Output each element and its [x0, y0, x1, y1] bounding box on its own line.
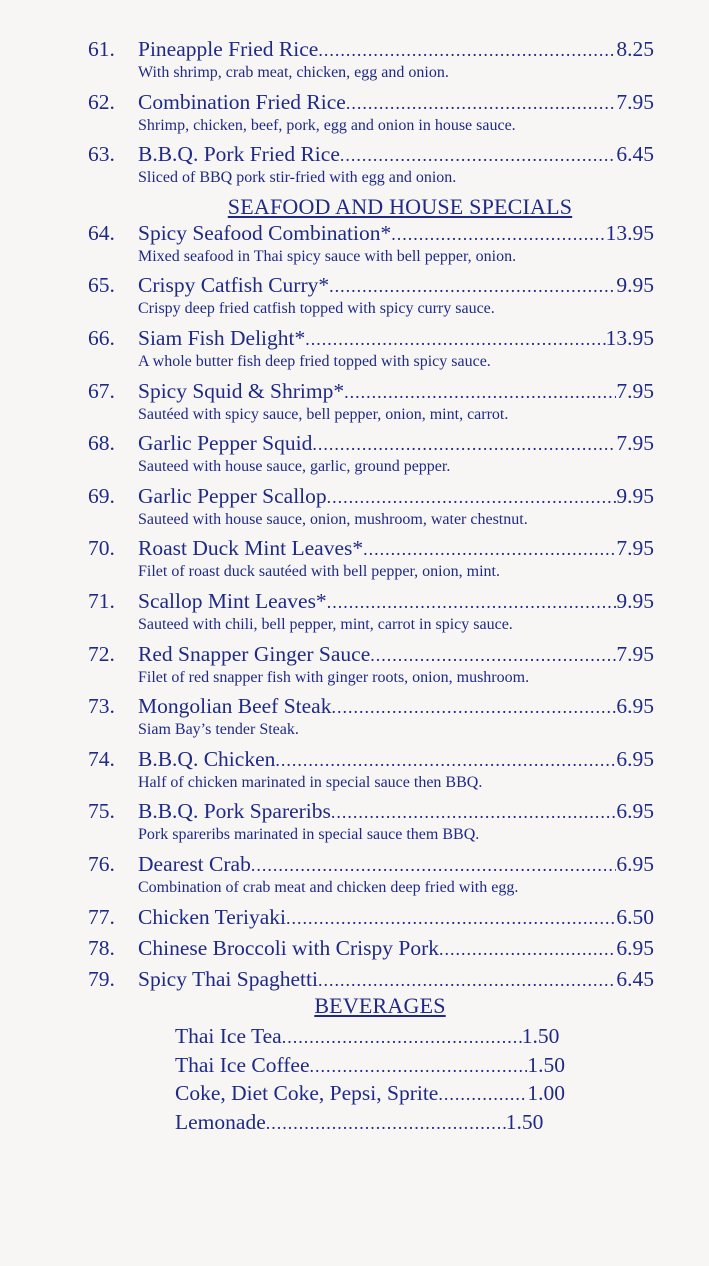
item-name: Chicken Teriyaki: [138, 904, 286, 929]
menu-item: [88, 746, 654, 799]
beverage-list: [175, 1023, 565, 1137]
leader-dots: [312, 431, 616, 457]
item-number: 69.: [88, 483, 115, 508]
item-description: Sauteed with house sauce, onion, mushroom, water chestnut.: [138, 510, 528, 528]
leader-dots: [331, 799, 616, 825]
beverage-item: [175, 1109, 565, 1138]
menu-item: [88, 430, 654, 483]
item-price: 6.95: [616, 935, 654, 960]
item-name: Red Snapper Ginger Sauce: [138, 641, 371, 666]
item-number: 64.: [88, 220, 115, 245]
item-number: 79.: [88, 966, 115, 991]
leader-dots: [329, 273, 616, 299]
item-price: 13.95: [605, 220, 654, 245]
item-name: Garlic Pepper Scallop: [138, 483, 327, 508]
item-number: 73.: [88, 694, 115, 719]
item-name: Spicy Seafood Combination*: [138, 220, 392, 245]
item-price: 13.95: [605, 325, 654, 350]
item-description: With shrimp, crab meat, chicken, egg and onion.: [138, 64, 449, 81]
menu-item: [88, 141, 654, 194]
item-number: 68.: [88, 431, 115, 456]
leader-dots: [318, 37, 616, 63]
item-description: Combination of crab meat and chicken deep fried with egg.: [138, 878, 519, 896]
leader-dots: [391, 221, 605, 247]
leader-dots: [251, 852, 617, 878]
menu-item: [88, 89, 654, 142]
leader-dots: [340, 142, 617, 168]
leader-dots: [286, 905, 616, 931]
menu-item: [88, 535, 654, 588]
leader-dots: [346, 90, 617, 116]
leader-dots: [327, 589, 617, 615]
item-number: 76.: [88, 851, 115, 876]
item-name: Scallop Mint Leaves*: [138, 588, 327, 613]
leader-dots: [331, 694, 616, 720]
item-name: Siam Fish Delight*: [138, 325, 306, 350]
beverage-price: 1.50: [527, 1052, 565, 1077]
item-name: B.B.Q. Pork Fried Rice: [138, 142, 340, 167]
beverage-name: Coke, Diet Coke, Pepsi, Sprite: [175, 1081, 439, 1105]
leader-dots: [282, 1024, 522, 1051]
leader-dots: [370, 642, 616, 668]
item-name: Crispy Catfish Curry*: [138, 273, 330, 298]
item-description: Sauteed with chili, bell pepper, mint, carrot in spicy sauce.: [138, 615, 513, 633]
item-description: Sautéed with spicy sauce, bell pepper, onion, mint, carrot.: [138, 405, 509, 423]
item-price: 7.95: [616, 431, 654, 456]
item-number: 61.: [88, 37, 115, 61]
item-description: Sliced of BBQ pork stir-fried with egg and onion.: [138, 169, 457, 187]
menu-item: [88, 798, 654, 851]
menu-item: [88, 641, 654, 694]
item-price: 7.95: [616, 89, 654, 114]
item-number: 70.: [88, 536, 115, 561]
leader-dots: [327, 484, 617, 510]
item-number: 75.: [88, 799, 115, 824]
item-description: Siam Bay’s tender Steak.: [138, 721, 299, 739]
menu-item: [88, 966, 654, 997]
item-name: B.B.Q. Chicken: [138, 746, 276, 771]
item-description: Filet of roast duck sautéed with bell pepper, onion, mint.: [138, 563, 500, 581]
item-number: 63.: [88, 142, 115, 167]
item-number: 66.: [88, 325, 115, 350]
beverage-price: 1.00: [527, 1081, 565, 1105]
beverage-item: [175, 1080, 565, 1109]
beverage-name: Thai Ice Tea: [175, 1024, 282, 1048]
item-number: 71.: [88, 588, 115, 613]
item-number: 77.: [88, 904, 115, 929]
item-name: Garlic Pepper Squid: [138, 431, 313, 456]
section-title-beverages: BEVERAGES: [314, 993, 446, 1018]
menu-item: [88, 483, 654, 536]
item-price: 7.95: [616, 641, 654, 666]
item-description: Crispy deep fried catfish topped with spicy curry sauce.: [138, 300, 495, 318]
item-number: 62.: [88, 89, 115, 114]
item-description: Filet of red snapper fish with ginger roots, onion, mushroom.: [138, 668, 530, 686]
beverage-item: [175, 1023, 565, 1052]
item-number: 67.: [88, 378, 115, 403]
leader-dots: [363, 536, 616, 562]
item-price: 8.25: [616, 37, 654, 61]
menu-item: [88, 36, 654, 89]
item-name: Spicy Squid & Shrimp*: [138, 378, 345, 403]
item-description: Half of chicken marinated in special sauce then BBQ.: [138, 773, 483, 791]
item-name: Mongolian Beef Steak: [138, 694, 332, 719]
menu-item-list: [88, 36, 654, 997]
item-name: Spicy Thai Spaghetti: [138, 966, 318, 991]
beverage-price: 1.50: [505, 1109, 544, 1134]
beverage-name: Lemonade: [175, 1109, 266, 1134]
menu-item: [88, 851, 654, 904]
item-name: Dearest Crab: [138, 851, 251, 876]
leader-dots: [438, 1081, 527, 1108]
item-name: Chinese Broccoli with Crispy Pork: [138, 935, 439, 960]
item-name: Roast Duck Mint Leaves*: [138, 536, 364, 561]
item-description: Mixed seafood in Thai spicy sauce with bell pepper, onion.: [138, 247, 517, 265]
leader-dots: [439, 936, 616, 962]
item-price: 9.95: [616, 273, 654, 298]
item-name: Pineapple Fried Rice: [138, 37, 319, 61]
menu-item: [88, 378, 654, 431]
item-price: 7.95: [616, 378, 654, 403]
item-price: 9.95: [616, 588, 654, 613]
section-title-seafood: SEAFOOD AND HOUSE SPECIALS: [227, 194, 573, 219]
item-name: Combination Fried Rice: [138, 89, 346, 114]
item-number: 72.: [88, 641, 115, 666]
menu-item: [88, 220, 654, 273]
item-price: 7.95: [616, 536, 654, 561]
leader-dots: [266, 1110, 506, 1137]
item-name: B.B.Q. Pork Spareribs: [138, 799, 331, 824]
item-description: Shrimp, chicken, beef, pork, egg and onion in house sauce.: [138, 116, 516, 134]
item-price: 9.95: [616, 483, 654, 508]
item-number: 74.: [88, 746, 115, 771]
item-price: 6.95: [616, 694, 654, 719]
menu-item: [88, 935, 654, 966]
leader-dots: [305, 326, 605, 352]
item-description: Sauteed with house sauce, garlic, ground pepper.: [138, 458, 451, 476]
menu-item: [88, 325, 654, 378]
item-price: 6.45: [616, 966, 654, 991]
item-price: 6.45: [616, 142, 654, 167]
menu-item: [88, 272, 654, 325]
menu-item: [88, 588, 654, 641]
item-description: Pork spareribs marinated in special sauce them BBQ.: [138, 826, 480, 844]
leader-dots: [275, 747, 616, 773]
item-description: A whole butter fish deep fried topped with spicy sauce.: [138, 352, 491, 370]
beverage-name: Thai Ice Coffee: [175, 1052, 310, 1077]
item-number: 65.: [88, 273, 115, 298]
menu-item: [88, 904, 654, 935]
item-price: 6.95: [616, 851, 654, 876]
item-price: 6.95: [616, 746, 654, 771]
leader-dots: [318, 967, 616, 993]
leader-dots: [310, 1053, 528, 1080]
item-number: 78.: [88, 935, 115, 960]
menu-item: [88, 693, 654, 746]
beverage-price: 1.50: [521, 1024, 560, 1048]
item-price: 6.95: [616, 799, 654, 824]
beverage-item: [175, 1052, 565, 1081]
leader-dots: [344, 379, 616, 405]
item-price: 6.50: [616, 904, 654, 929]
